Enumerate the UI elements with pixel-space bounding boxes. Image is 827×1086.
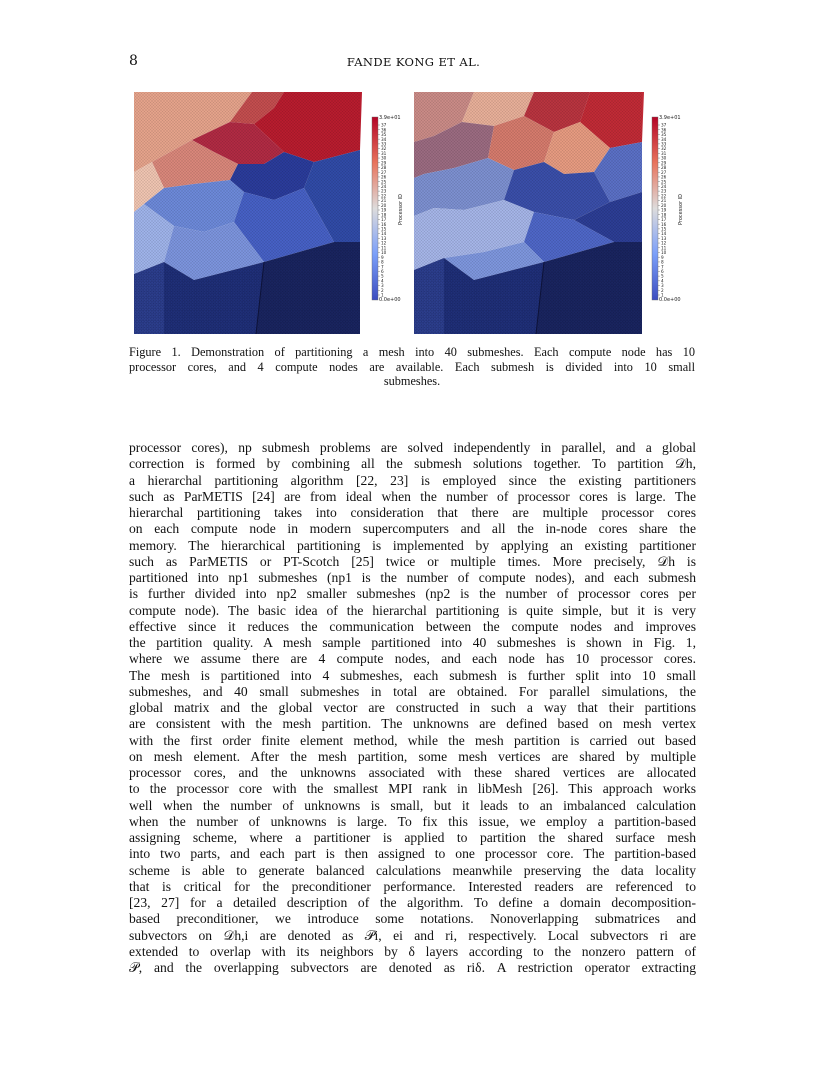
colorbar-tick-label: 16 — [661, 221, 667, 227]
colorbar-tick-label: 2 — [661, 287, 664, 293]
body-line: a hierarchal partitioning algorithm [22, 23] is employed since the existing partitioners — [129, 472, 696, 488]
partitioned-mesh-left — [134, 92, 414, 334]
colorbar-tick-label: 25 — [661, 179, 667, 185]
colorbar-tick-label: 6 — [381, 268, 384, 274]
colorbar-tick-label: 33 — [381, 141, 387, 147]
colorbar-tick-label: 28 — [661, 165, 667, 171]
colorbar-tick-label: 3 — [381, 283, 384, 289]
colorbar-ticks — [658, 123, 667, 298]
body-line: compute node). The basic idea of the hierarchal partitioning is quite simple, but it is very — [129, 602, 696, 618]
partitioned-mesh-right — [414, 92, 694, 334]
body-line: scheme is able to generate balanced calculations meanwhile preserving the data locality — [129, 862, 696, 878]
body-line: processor cores), np submesh problems are solved independently in parallel, and a global — [129, 440, 696, 455]
colorbar-tick-label: 4 — [381, 278, 384, 284]
colorbar-tick-label: 26 — [381, 174, 387, 180]
running-head: FANDE KONG ET AL. — [346, 55, 481, 69]
body-line: extended to overlap with its neighbors by δ layers according to the nonzero pattern of — [129, 943, 696, 959]
colorbar-tick-label: 32 — [661, 146, 667, 152]
colorbar-tick-label: 18 — [661, 212, 667, 218]
colorbar-tick-label: 14 — [381, 231, 387, 237]
body-line: memory. The hierarchical partitioning is implemented by applying an existing partitioner — [129, 537, 696, 553]
colorbar-tick-label: 21 — [381, 198, 387, 204]
colorbar-tick-label: 18 — [381, 212, 387, 218]
body-line: global matrix and the global vector are constructed in such a way that their partitions — [129, 700, 696, 715]
colorbar-tick-label: 32 — [381, 146, 387, 152]
body-line: hierarchal partitioning takes into consideration that there are multiple processor cores — [129, 505, 696, 520]
colorbar-tick-label: 20 — [661, 202, 667, 208]
colorbar-tick-label: 3 — [661, 283, 664, 289]
colorbar-max-label: 3.9e+01 — [659, 115, 681, 121]
body-line: such as ParMETIS [24] are from ideal when the number of processor cores is large. The — [129, 488, 696, 504]
colorbar — [372, 117, 378, 300]
colorbar-tick-label: 30 — [381, 155, 387, 161]
colorbar-tick-label: 7 — [381, 264, 384, 270]
body-line: 𝒫, and the overlapping subvectors are denoted as riδ. A restriction operator extracting — [129, 960, 696, 975]
colorbar-tick-label: 24 — [661, 183, 667, 189]
colorbar-tick-label: 19 — [381, 207, 387, 213]
figure-1 — [134, 92, 694, 334]
colorbar-tick-label: 8 — [661, 259, 664, 265]
body-line: based preconditioner, we introduce some notations. Nonoverlapping submatrices and — [129, 911, 696, 927]
colorbar-tick-label: 13 — [661, 235, 667, 241]
colorbar-tick-label: 9 — [381, 254, 384, 260]
colorbar-tick-label: 30 — [661, 155, 667, 161]
colorbar-tick-label: 33 — [661, 141, 667, 147]
body-line: [23, 27] for a detailed description of the algorithm. To define a domain decomposition- — [129, 895, 696, 910]
body-line: assigning scheme, where a partitioner is applied to partition the shared surface mesh — [129, 830, 696, 845]
colorbar-tick-label: 7 — [661, 264, 664, 270]
colorbar-tick-label: 11 — [661, 245, 667, 251]
caption-line: processor cores, and 4 compute nodes are available. Each submesh is divided into 10 small — [129, 359, 695, 374]
colorbar-title: Processor ID — [398, 194, 404, 225]
caption-line: Figure 1. Demonstration of partitioning a mesh into 40 submeshes. Each compute node has 10 — [129, 345, 695, 359]
colorbar-tick-label: 10 — [381, 250, 387, 256]
colorbar-tick-label: 14 — [661, 231, 667, 237]
colorbar-min-label: 0.0e+00 — [659, 297, 681, 303]
colorbar-tick-label: 17 — [381, 217, 387, 223]
colorbar-tick-label: 9 — [661, 254, 664, 260]
colorbar-tick-label: 36 — [661, 127, 667, 133]
colorbar-tick-label: 28 — [381, 165, 387, 171]
colorbar-tick-label: 12 — [381, 240, 387, 246]
colorbar-tick-label: 5 — [381, 273, 384, 279]
colorbar — [652, 117, 658, 300]
body-paragraph — [129, 440, 696, 976]
colorbar-tick-label: 22 — [381, 193, 387, 199]
colorbar-tick-label: 27 — [381, 169, 387, 175]
colorbar-tick-label: 22 — [661, 193, 667, 199]
colorbar-tick-label: 10 — [661, 250, 667, 256]
body-line: such as ParMETIS or PT-Scotch [25] twice or multiple times. More precisely, 𝒟h is — [129, 553, 696, 569]
colorbar-tick-label: 34 — [661, 136, 667, 142]
colorbar-tick-label: 5 — [661, 273, 664, 279]
colorbar-tick-label: 2 — [381, 287, 384, 293]
body-line: subvectors on 𝒟h,i are denoted as 𝒫i, ei and ri, respectively. Local subvectors ri are — [129, 927, 696, 943]
colorbar-tick-label: 27 — [661, 169, 667, 175]
colorbar-tick-label: 19 — [661, 207, 667, 213]
colorbar-tick-label: 20 — [381, 202, 387, 208]
colorbar-tick-label: 34 — [381, 136, 387, 142]
colorbar-tick-label: 36 — [381, 127, 387, 133]
body-line: well when the number of unknowns is small, but it leads to an imbalanced calculation — [129, 797, 696, 813]
body-line: are consistent with the mesh partition. The unknowns are defined based on mesh vertex — [129, 716, 696, 732]
body-line: the partition quality. A mesh sample partitioned into 40 submeshes is shown in Fig. 1, — [129, 635, 696, 650]
body-line: correction is formed by combining all the submesh solutions together. To partition 𝒟h, — [129, 456, 696, 472]
colorbar-tick-label: 15 — [661, 226, 667, 232]
caption-line: submeshes. — [383, 374, 441, 388]
colorbar-tick-label: 23 — [661, 188, 667, 194]
colorbar-tick-label: 31 — [381, 150, 387, 156]
colorbar-tick-label: 26 — [661, 174, 667, 180]
body-line: with the first order finite element method, while the mesh partition is carried out based — [129, 732, 696, 748]
colorbar-tick-label: 35 — [661, 132, 667, 138]
colorbar-tick-label: 13 — [381, 235, 387, 241]
colorbar-tick-label: 16 — [381, 221, 387, 227]
colorbar-title: Processor ID — [678, 194, 684, 225]
body-line: processor cores, and the unknowns associated with these shared vertices are allocated — [129, 765, 696, 780]
body-line: on mesh element. After the mesh partition, some mesh vertices are shared by multiple — [129, 748, 696, 764]
colorbar-tick-label: 29 — [381, 160, 387, 166]
page-number: 8 — [129, 53, 138, 69]
colorbar-tick-label: 31 — [661, 150, 667, 156]
body-line: to the processor core with the smallest MPI rank in libMesh [26]. This approach works — [129, 781, 696, 797]
body-line: The mesh is partitioned into 4 submeshes, each submesh is further split into 10 small — [129, 667, 696, 683]
body-line: submeshes, and 40 small submeshes in total are obtained. For parallel simulations, the — [129, 683, 696, 699]
colorbar-tick-label: 21 — [661, 198, 667, 204]
colorbar-ticks — [378, 123, 387, 298]
colorbar-tick-label: 37 — [661, 122, 667, 128]
figure-caption — [129, 345, 695, 389]
colorbar-tick-label: 11 — [381, 245, 387, 251]
body-line: effective since it reduces the communication between the compute nodes and improves — [129, 618, 696, 634]
colorbar-tick-label: 4 — [661, 278, 664, 284]
colorbar-tick-label: 12 — [661, 240, 667, 246]
colorbar-tick-label: 8 — [381, 259, 384, 265]
colorbar-tick-label: 1 — [661, 292, 664, 298]
figure-right-panel — [414, 92, 694, 334]
body-line: is further divided into np2 smaller submeshes (np2 is the number of processor cores per — [129, 586, 696, 602]
colorbar-min-label: 0.0e+00 — [379, 297, 401, 303]
colorbar-tick-label: 6 — [661, 268, 664, 274]
colorbar-tick-label: 35 — [381, 132, 387, 138]
colorbar-tick-label: 1 — [381, 292, 384, 298]
body-line: where we assume there are 4 compute nodes, and each node has 10 processor cores. — [129, 651, 696, 667]
colorbar-tick-label: 23 — [381, 188, 387, 194]
colorbar-tick-label: 29 — [661, 160, 667, 166]
colorbar-tick-label: 25 — [381, 179, 387, 185]
colorbar-tick-label: 15 — [381, 226, 387, 232]
body-line: into two parts, and each part is then assigned to one processor core. The partition-based — [129, 846, 696, 862]
body-line: when the number of unknowns is large. To fix this issue, we employ a partition-based — [129, 813, 696, 829]
colorbar-max-label: 3.9e+01 — [379, 115, 401, 121]
body-line: partitioned into np1 submeshes (np1 is the number of compute nodes), and each submesh — [129, 570, 696, 585]
figure-left-panel — [134, 92, 414, 334]
colorbar-tick-label: 37 — [381, 122, 387, 128]
body-line: that is critical for the preconditioner performance. Interested readers are referenced to — [129, 878, 696, 894]
body-line: on each compute node in modern supercomputers and all the in-node cores share the — [129, 521, 696, 537]
colorbar-tick-label: 17 — [661, 217, 667, 223]
colorbar-tick-label: 24 — [381, 183, 387, 189]
